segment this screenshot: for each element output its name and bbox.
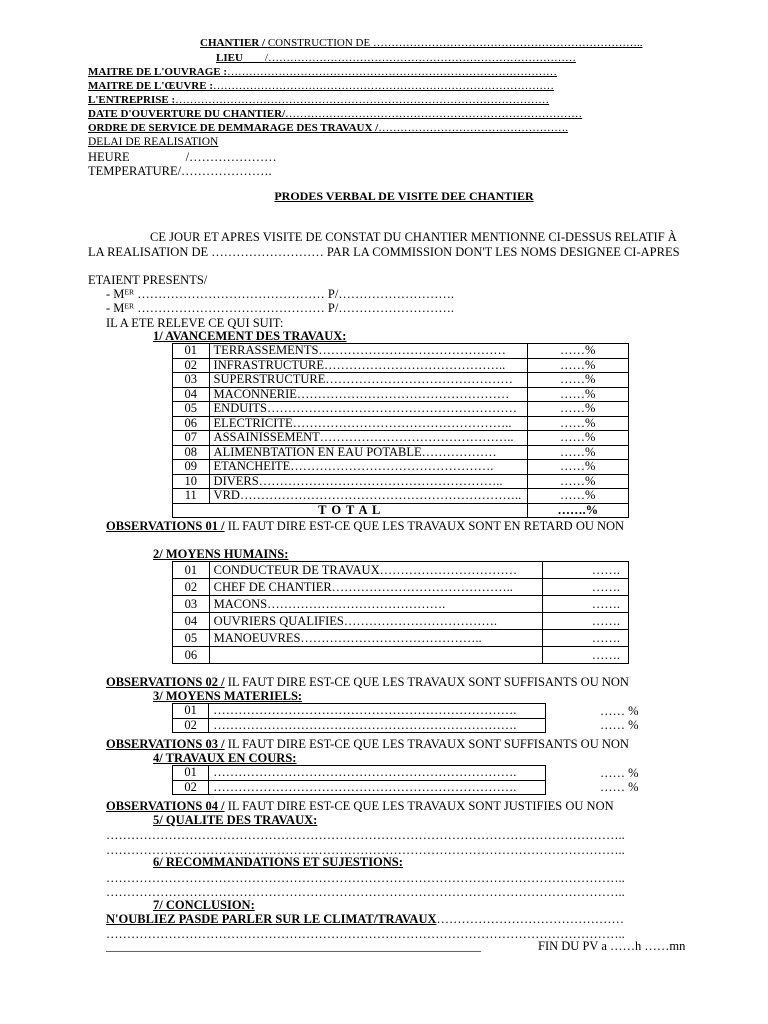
avancement-num: 05 (173, 402, 210, 417)
travaux-02-percent[interactable]: …… % (600, 780, 639, 794)
conclusion-line[interactable]: …………………………………………………………………………………………………………….. (106, 927, 625, 941)
travaux-label[interactable]: ………………………………………………………………. (209, 766, 546, 781)
avancement-row (173, 431, 629, 446)
moyens-humains-num: 06 (173, 647, 210, 664)
observations-02: OBSERVATIONS 02 / IL FAUT DIRE EST-CE QUE LES TRAVAUX SONT SUFFISANTS OU NON (106, 675, 629, 689)
maitre-ouvrage-row: MAITRE DE L'OUVRAGE :……………………………………………………………………………… (88, 66, 558, 78)
total-value[interactable]: …….% (527, 503, 629, 518)
avancement-table (172, 343, 629, 518)
avancement-num: 02 (173, 358, 210, 373)
moyens-humains-row (173, 579, 629, 596)
avancement-num: 03 (173, 373, 210, 388)
moyens-humains-label: OUVRIERS QUALIFIES………………………………. (209, 613, 542, 630)
avancement-label: DIVERS………………………………………………….. (209, 474, 527, 489)
section-4-heading: 4/ TRAVAUX EN COURS: (153, 751, 297, 765)
travaux-row (173, 780, 546, 795)
date-ouverture-field[interactable]: ……………………………………………………………………… (285, 108, 583, 120)
section-2-heading: 2/ MOYENS HUMAINS: (153, 547, 289, 561)
avancement-row (173, 416, 629, 431)
avancement-label: ASSAINISSEMENT……………………………………….. (209, 431, 527, 446)
moyens-humains-label: MANOEUVRES…………………………………….. (209, 630, 542, 647)
avancement-label: ETANCHEITE…………………………………………. (209, 460, 527, 475)
moyens-humains-label: MACONS……………………………………. (209, 596, 542, 613)
moyens-humains-value[interactable]: ……. (543, 562, 629, 579)
moyens-humains-value[interactable]: ……. (543, 613, 629, 630)
moyens-humains-num: 01 (173, 562, 210, 579)
avancement-label: VRD………………………………………………………….. (209, 489, 527, 504)
travaux-label[interactable]: ………………………………………………………………. (209, 780, 546, 795)
avancement-label: SUPERSTRUCTURE……………………………………… (209, 373, 527, 388)
avancement-row (173, 445, 629, 460)
total-label: T O T A L (173, 503, 528, 518)
climat-row: N'OUBLIEZ PASDE PARLER SUR LE CLIMAT/TRAVAUX……………………………………… (106, 912, 624, 926)
presents-label: ETAIENT PRESENTS/ (88, 273, 208, 287)
avancement-value[interactable]: ……% (527, 474, 629, 489)
observations-01: OBSERVATIONS 01 / IL FAUT DIRE EST-CE QUE LES TRAVAUX SONT EN RETARD OU NON (106, 519, 625, 533)
heure-row: HEURE /………………… (88, 150, 277, 164)
delai-label: DELAI DE REALISATION (88, 136, 219, 148)
qualite-line-1[interactable]: …………………………………………………………………………………………………………….. (106, 828, 625, 842)
avancement-label: ELECTRICITE…………………………………………….. (209, 416, 527, 431)
avancement-value[interactable]: ……% (527, 460, 629, 475)
releve-text: IL A ETE RELEVE CE QUI SUIT: (106, 316, 284, 330)
avancement-value[interactable]: ……% (527, 387, 629, 402)
moyens-humains-row (173, 562, 629, 579)
section-5-heading: 5/ QUALITE DES TRAVAUX: (153, 813, 318, 827)
moyens-humains-row (173, 613, 629, 630)
moyens-humains-num: 05 (173, 630, 210, 647)
moyens-materiels-table (172, 703, 546, 733)
materiel-02-percent[interactable]: …… % (600, 718, 639, 732)
present-line-2[interactable]: - Mᴱᴿ ……………………………………… P/………………………. (106, 301, 454, 315)
avancement-value[interactable]: ……% (527, 373, 629, 388)
climat-field[interactable]: ……………………………………… (436, 912, 624, 926)
moyens-humains-num: 04 (173, 613, 210, 630)
avancement-row (173, 402, 629, 417)
travaux-num: 01 (173, 766, 209, 781)
travaux-01-percent[interactable]: …… % (600, 766, 639, 780)
intro-line-1: CE JOUR ET APRES VISITE DE CONSTAT DU CHANTIER MENTIONNE CI-DESSUS RELATIF À (150, 230, 677, 244)
avancement-value[interactable]: ……% (527, 489, 629, 504)
entreprise-row: L'ENTREPRISE :………………………………………………………………………………………… (88, 94, 550, 106)
avancement-num: 07 (173, 431, 210, 446)
moyens-humains-label (209, 647, 542, 664)
avancement-value[interactable]: ……% (527, 416, 629, 431)
fin-du-pv[interactable]: FIN DU PV a ……h ……mn (538, 939, 686, 953)
entreprise-field[interactable]: ………………………………………………………………………………………… (175, 94, 550, 106)
materiel-01-percent[interactable]: …… % (600, 704, 639, 718)
avancement-value[interactable]: ……% (527, 344, 629, 359)
moyens-humains-row (173, 630, 629, 647)
recommandations-line-1[interactable]: …………………………………………………………………………………………………………….. (106, 871, 625, 885)
section-6-heading: 6/ RECOMMANDATIONS ET SUJESTIONS: (153, 855, 403, 869)
avancement-num: 10 (173, 474, 210, 489)
avancement-label: TERRASSEMENTS……………………………………… (209, 344, 527, 359)
intro-line-2: LA REALISATION DE ……………………… PAR LA COMMISSION DON'T LES NOMS DESIGNEE CI-APRES (88, 245, 680, 259)
maitre-oeuvre-field[interactable]: ………………………………………………………………………………… (212, 80, 554, 92)
moyens-humains-row (173, 647, 629, 664)
lieu-field[interactable]: /………………………………………………………………………… (264, 52, 576, 64)
materiel-row (173, 704, 546, 719)
travaux-en-cours-table (172, 765, 546, 795)
avancement-label: INFRASTRUCTURE…………………………………….. (209, 358, 527, 373)
avancement-row (173, 460, 629, 475)
ordre-service-row: ORDRE DE SERVICE DE DEMMARAGE DES TRAVAUX /……………………………………………. (88, 122, 568, 134)
avancement-row (173, 474, 629, 489)
end-row: ____________________________________________________________ FIN DU PV a ……h ……mn (106, 939, 686, 953)
travaux-row (173, 766, 546, 781)
avancement-num: 06 (173, 416, 210, 431)
temperature-field[interactable]: TEMPERATURE/…………………. (88, 164, 272, 178)
observations-04: OBSERVATIONS 04 / IL FAUT DIRE EST-CE QUE LES TRAVAUX SONT JUSTIFIES OU NON (106, 799, 614, 813)
ordre-service-field[interactable]: ……………………………………………. (378, 122, 568, 134)
avancement-label: ALIMENBTATION EN EAU POTABLE……………… (209, 445, 527, 460)
avancement-value[interactable]: ……% (527, 358, 629, 373)
avancement-row (173, 344, 629, 359)
moyens-humains-num: 02 (173, 579, 210, 596)
moyens-humains-value[interactable]: ……. (543, 630, 629, 647)
moyens-humains-row (173, 596, 629, 613)
materiel-label[interactable]: ………………………………………………………………. (209, 718, 546, 733)
moyens-humains-label: CONDUCTEUR DE TRAVAUX…………………………… (209, 562, 542, 579)
present-line-1[interactable]: - Mᴱᴿ ……………………………………… P/………………………. (106, 287, 454, 301)
moyens-humains-num: 03 (173, 596, 210, 613)
avancement-value[interactable]: ……% (527, 431, 629, 446)
chantier-label: CHANTIER / CONSTRUCTION DE ……………………………………………………………….. (200, 37, 643, 49)
qualite-line-2[interactable]: …………………………………………………………………………………………………………….. (106, 843, 625, 857)
avancement-row (173, 373, 629, 388)
materiel-row (173, 718, 546, 733)
page-title: PRODES VERBAL DE VISITE DEE CHANTIER (274, 189, 534, 203)
section-1-heading: 1/ AVANCEMENT DES TRAVAUX: (153, 329, 347, 343)
lieu-label: LIEU /………………………………………………………………………… (216, 52, 576, 64)
avancement-value[interactable]: ……% (527, 402, 629, 417)
moyens-humains-value[interactable]: ……. (543, 579, 629, 596)
avancement-label: ENDUITS…………………………………………………… (209, 402, 527, 417)
avancement-label: MACONNERIE…………………………………………… (209, 387, 527, 402)
maitre-oeuvre-row: MAITRE DE L'ŒUVRE :………………………………………………………………………………… (88, 80, 554, 92)
moyens-humains-label: CHEF DE CHANTIER…………………………………….. (209, 579, 542, 596)
maitre-ouvrage-field[interactable]: ……………………………………………………………………………… (227, 66, 558, 78)
avancement-row (173, 387, 629, 402)
materiel-num: 02 (173, 718, 209, 733)
chantier-field[interactable]: CONSTRUCTION DE ……………………………………………………………….. (267, 37, 643, 49)
date-ouverture-row: DATE D'OUVERTURE DU CHANTIER/……………………………………………………………………… (88, 108, 583, 120)
section-3-heading: 3/ MOYENS MATERIELS: (153, 689, 303, 703)
avancement-value[interactable]: ……% (527, 445, 629, 460)
avancement-num: 08 (173, 445, 210, 460)
avancement-total-row (173, 503, 629, 518)
avancement-row (173, 489, 629, 504)
avancement-row (173, 358, 629, 373)
avancement-num: 04 (173, 387, 210, 402)
travaux-num: 02 (173, 780, 209, 795)
moyens-humains-value[interactable]: ……. (543, 647, 629, 664)
materiel-num: 01 (173, 704, 209, 719)
recommandations-line-2[interactable]: …………………………………………………………………………………………………………….. (106, 885, 625, 899)
heure-field[interactable]: /………………… (185, 150, 277, 164)
moyens-humains-value[interactable]: ……. (543, 596, 629, 613)
moyens-humains-table (172, 561, 629, 664)
materiel-label[interactable]: ………………………………………………………………. (209, 704, 546, 719)
avancement-num: 11 (173, 489, 210, 504)
section-7-heading: 7/ CONCLUSION: (153, 898, 255, 912)
avancement-num: 01 (173, 344, 210, 359)
avancement-num: 09 (173, 460, 210, 475)
observations-03: OBSERVATIONS 03 / IL FAUT DIRE EST-CE QUE LES TRAVAUX SONT SUFFISANTS OU NON (106, 737, 629, 751)
